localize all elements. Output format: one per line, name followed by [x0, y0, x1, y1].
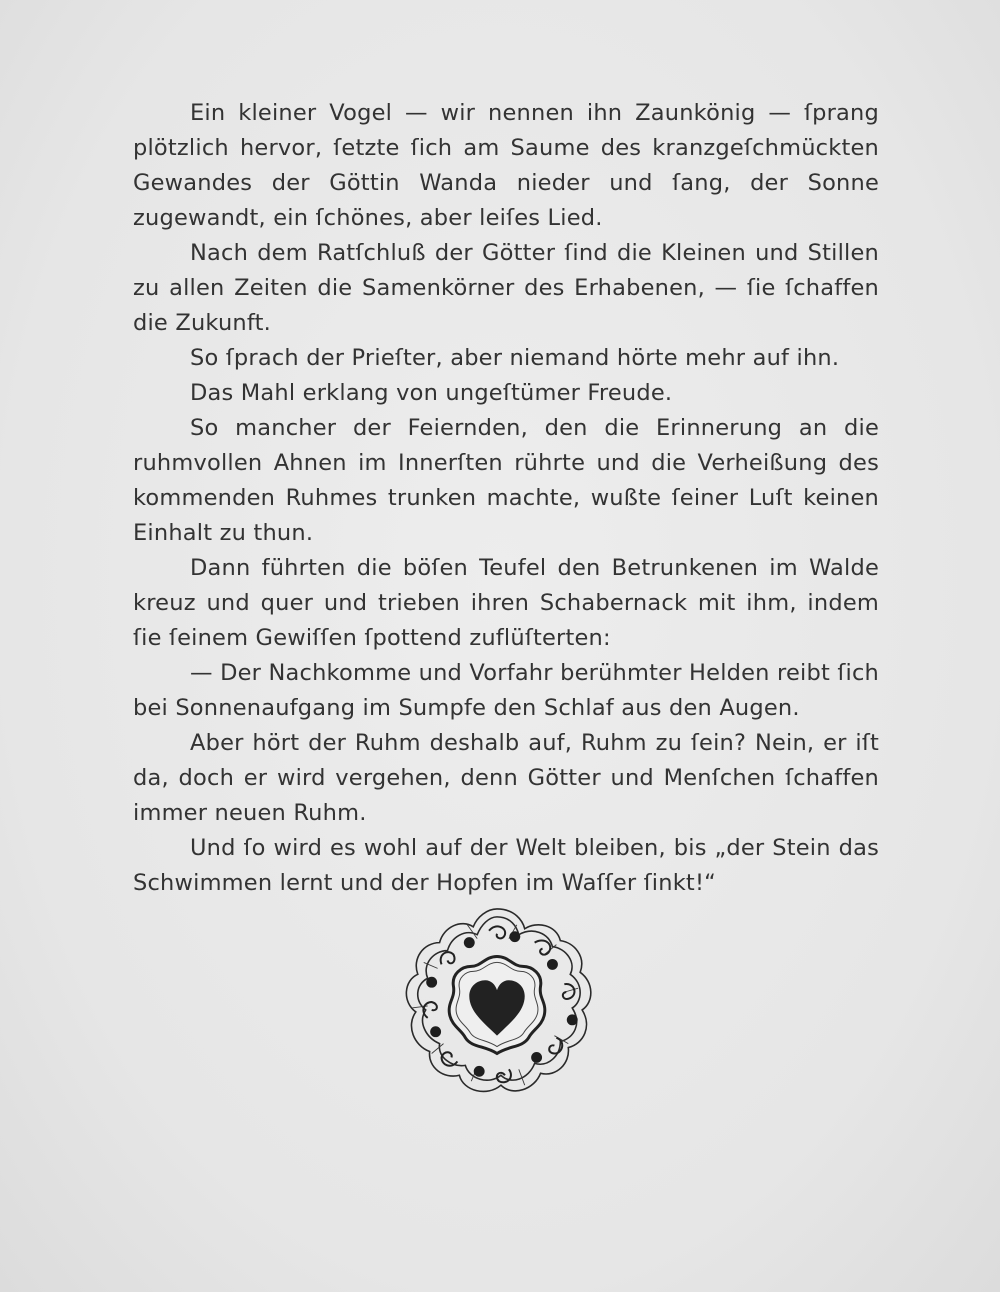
paragraph: — Der Nachkomme und Vorfahr berühmter Helden reibt ſich bei Sonnenaufgang im Sumpfe den Schlaf aus den Augen.: [133, 660, 879, 721]
paragraph: Und ſo wird es wohl auf der Welt bleiben, bis „der Stein das Schwimmen lernt und der Hopfen im Waſſer ſinkt!“: [133, 835, 879, 896]
paragraph: Das Mahl erklang von ungeſtümer Freude.: [190, 380, 673, 406]
paragraph: So ſprach der Prieſter, aber niemand hörte mehr auf ihn.: [190, 345, 840, 371]
paragraph: Nach dem Ratſchluß der Götter ſind die Kleinen und Stillen zu allen Zeiten die Samenkörner des Erhabenen, — ſie ſchaffen die Zukunft.: [133, 240, 879, 336]
paragraph: Aber hört der Ruhm deshalb auf, Ruhm zu ſein? Nein, er iſt da, doch er wird vergehen, denn Götter und Menſchen ſchaffen immer neuen Ruhm.: [133, 730, 879, 826]
paragraph: So mancher der Feiernden, den die Erinnerung an die ruhmvollen Ahnen im Innerſten rührte und die Verheißung des kommenden Ruhmes trunken machte, wußte ſeiner Luſt keinen Einhalt zu thun.: [133, 415, 879, 546]
paragraph: Dann führten die böſen Teufel den Betrunkenen im Walde kreuz und quer und trieben ihren Schabernack mit ihm, indem ſie ſeinem Gewiſſen ſpottend zuflüſterten:: [133, 555, 879, 651]
heart-wreath-ornament-icon: [398, 905, 596, 1103]
paragraph: Ein kleiner Vogel — wir nennen ihn Zaunkönig — ſprang plötzlich hervor, ſetzte ſich am Saume des kranzgeſchmückten Gewandes der Göttin Wanda nieder und ſang, der Sonne zugewandt, ein ſchönes, aber leiſes Lied.: [133, 100, 879, 231]
body-text: [133, 96, 879, 901]
